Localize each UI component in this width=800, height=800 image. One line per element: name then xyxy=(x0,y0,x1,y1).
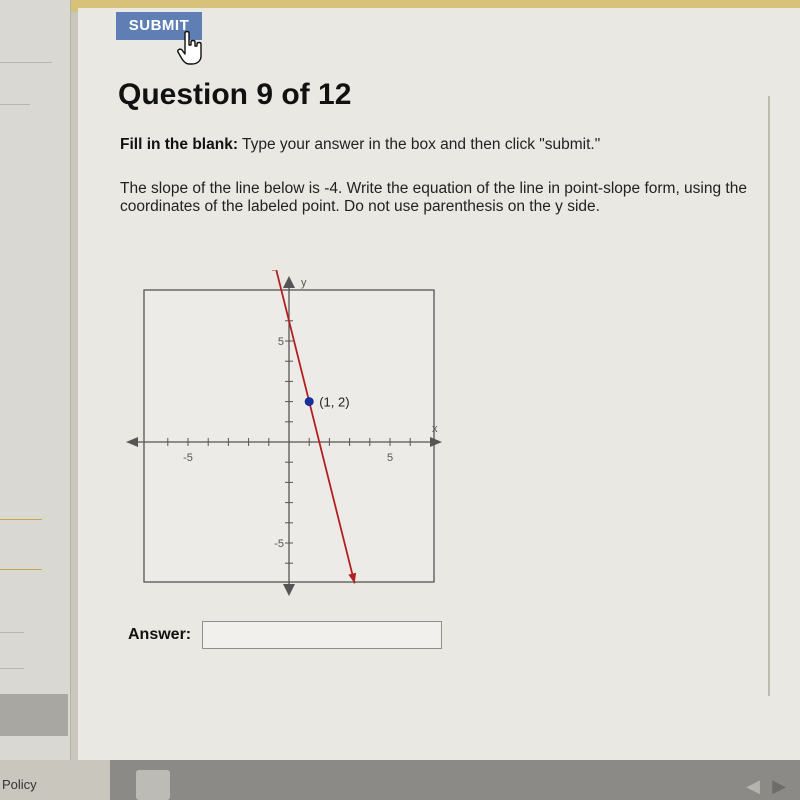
x-axis-label: x xyxy=(432,423,438,435)
submit-button[interactable]: SUBMIT xyxy=(116,12,202,40)
question-prompt: The slope of the line below is -4. Write the equation of the line in point-slope form, using the coordinates of the labeled point. Do not use parenthesis on the y side. xyxy=(120,180,747,215)
instruction-prefix: Fill in the blank: xyxy=(120,136,238,153)
y-axis-arrow-up xyxy=(283,276,295,288)
sidebar-divider xyxy=(0,569,42,570)
policy-link[interactable]: Policy xyxy=(2,777,37,792)
coordinate-graph xyxy=(124,270,444,600)
sidebar-divider xyxy=(0,668,24,669)
y-axis-arrow-down xyxy=(283,584,295,596)
tick-label-y-neg: -5 xyxy=(274,538,284,550)
tick-label-x-neg: -5 xyxy=(183,452,193,464)
sidebar-block xyxy=(0,694,68,736)
x-axis-arrow-left xyxy=(126,437,138,447)
sidebar-divider xyxy=(0,104,30,105)
tick-label-x-pos: 5 xyxy=(386,452,394,464)
hand-cursor-icon xyxy=(176,30,206,66)
print-icon[interactable] xyxy=(136,770,170,800)
data-point xyxy=(305,397,314,406)
question-panel xyxy=(78,8,800,760)
question-title: Question 9 of 12 xyxy=(118,78,352,111)
answer-label: Answer: xyxy=(128,626,192,643)
content-border xyxy=(768,96,770,696)
y-axis-label: y xyxy=(301,277,307,289)
back-arrow-icon[interactable]: ◀ xyxy=(746,776,760,796)
sidebar-divider xyxy=(0,62,52,63)
point-label: (1, 2) xyxy=(319,394,350,410)
bottom-toolbar xyxy=(110,760,800,800)
sidebar-divider xyxy=(0,632,24,633)
sidebar-divider xyxy=(0,519,42,520)
x-axis-arrow-right xyxy=(430,437,442,447)
answer-input[interactable] xyxy=(202,621,442,649)
forward-arrow-icon[interactable]: ▶ xyxy=(772,776,786,796)
instruction-text xyxy=(120,136,600,154)
tick-label-y-pos: 5 xyxy=(277,336,284,348)
left-sidebar xyxy=(0,0,71,760)
instruction-body: Type your answer in the box and then click "submit." xyxy=(242,136,601,153)
